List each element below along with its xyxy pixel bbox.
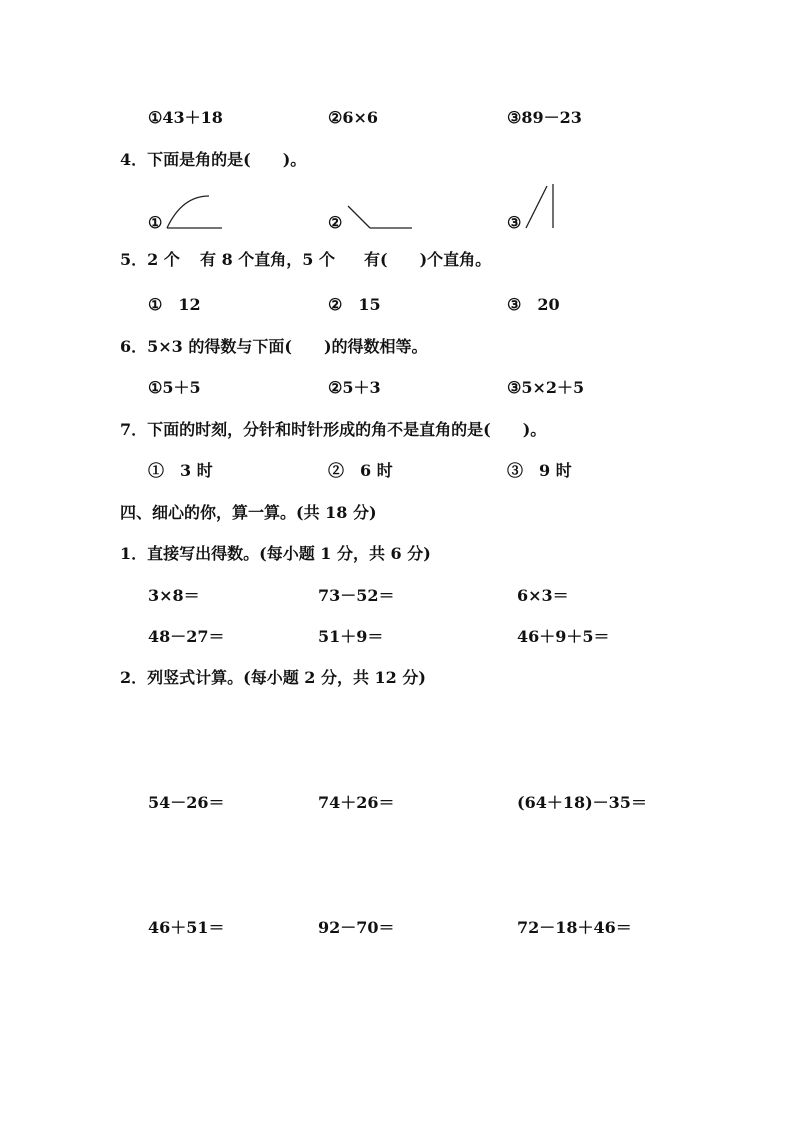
q6-option-2: ②5＋3 (328, 378, 381, 397)
q7-option-2: ② 6 时 (328, 461, 393, 480)
part1-problem-1: 3×8＝ (148, 586, 200, 605)
part2-problem-3: (64＋18)－35＝ (517, 793, 647, 812)
q4-label-2: ② (328, 213, 343, 232)
part1-title: 1．直接写出得数。(每小题 1 分，共 6 分) (120, 544, 431, 563)
q5-question-part2: 有 8 个直角，5 个 (200, 250, 335, 269)
q5-option-3: ③ 20 (507, 295, 560, 314)
q4-label-1: ① (148, 213, 163, 232)
part1-problem-6: 46＋9＋5＝ (517, 627, 610, 646)
part1-problem-3: 6×3＝ (517, 586, 569, 605)
part2-title: 2．列竖式计算。(每小题 2 分，共 12 分) (120, 668, 426, 687)
q3-option-3: ③89－23 (507, 108, 582, 127)
q7-question: 7．下面的时刻，分针和时针形成的角不是直角的是( )。 (120, 420, 547, 439)
q6-option-1: ①5＋5 (148, 378, 201, 397)
q6-question: 6．5×3 的得数与下面( )的得数相等。 (120, 337, 428, 356)
q5-question-part1: 5．2 个 (120, 250, 180, 269)
part2-problem-1: 54－26＝ (148, 793, 225, 812)
q4-figure-bent-line (344, 204, 416, 234)
part2-problem-6: 72－18＋46＝ (517, 918, 632, 937)
part2-problem-2: 74＋26＝ (318, 793, 395, 812)
part1-problem-5: 51＋9＝ (318, 627, 384, 646)
q5-option-2: ② 15 (328, 295, 381, 314)
q6-option-3: ③5×2＋5 (507, 378, 585, 397)
q4-figure-arc-line (164, 192, 226, 232)
part2-problem-5: 92－70＝ (318, 918, 395, 937)
q3-option-1: ①43＋18 (148, 108, 223, 127)
q7-option-1: ① 3 时 (148, 461, 213, 480)
q5-option-1: ① 12 (148, 295, 201, 314)
q4-label-3: ③ (507, 213, 522, 232)
q4-figure-two-lines (523, 180, 563, 234)
q4-question: 4．下面是角的是( )。 (120, 150, 307, 169)
part1-problem-2: 73－52＝ (318, 586, 395, 605)
q3-option-2: ②6×6 (328, 108, 379, 127)
q7-option-3: ③ 9 时 (507, 461, 572, 480)
part1-problem-4: 48－27＝ (148, 627, 225, 646)
section4-heading: 四、细心的你，算一算。(共 18 分) (120, 503, 377, 522)
q5-question-part3: 有( )个直角。 (364, 250, 492, 269)
part2-problem-4: 46＋51＝ (148, 918, 225, 937)
